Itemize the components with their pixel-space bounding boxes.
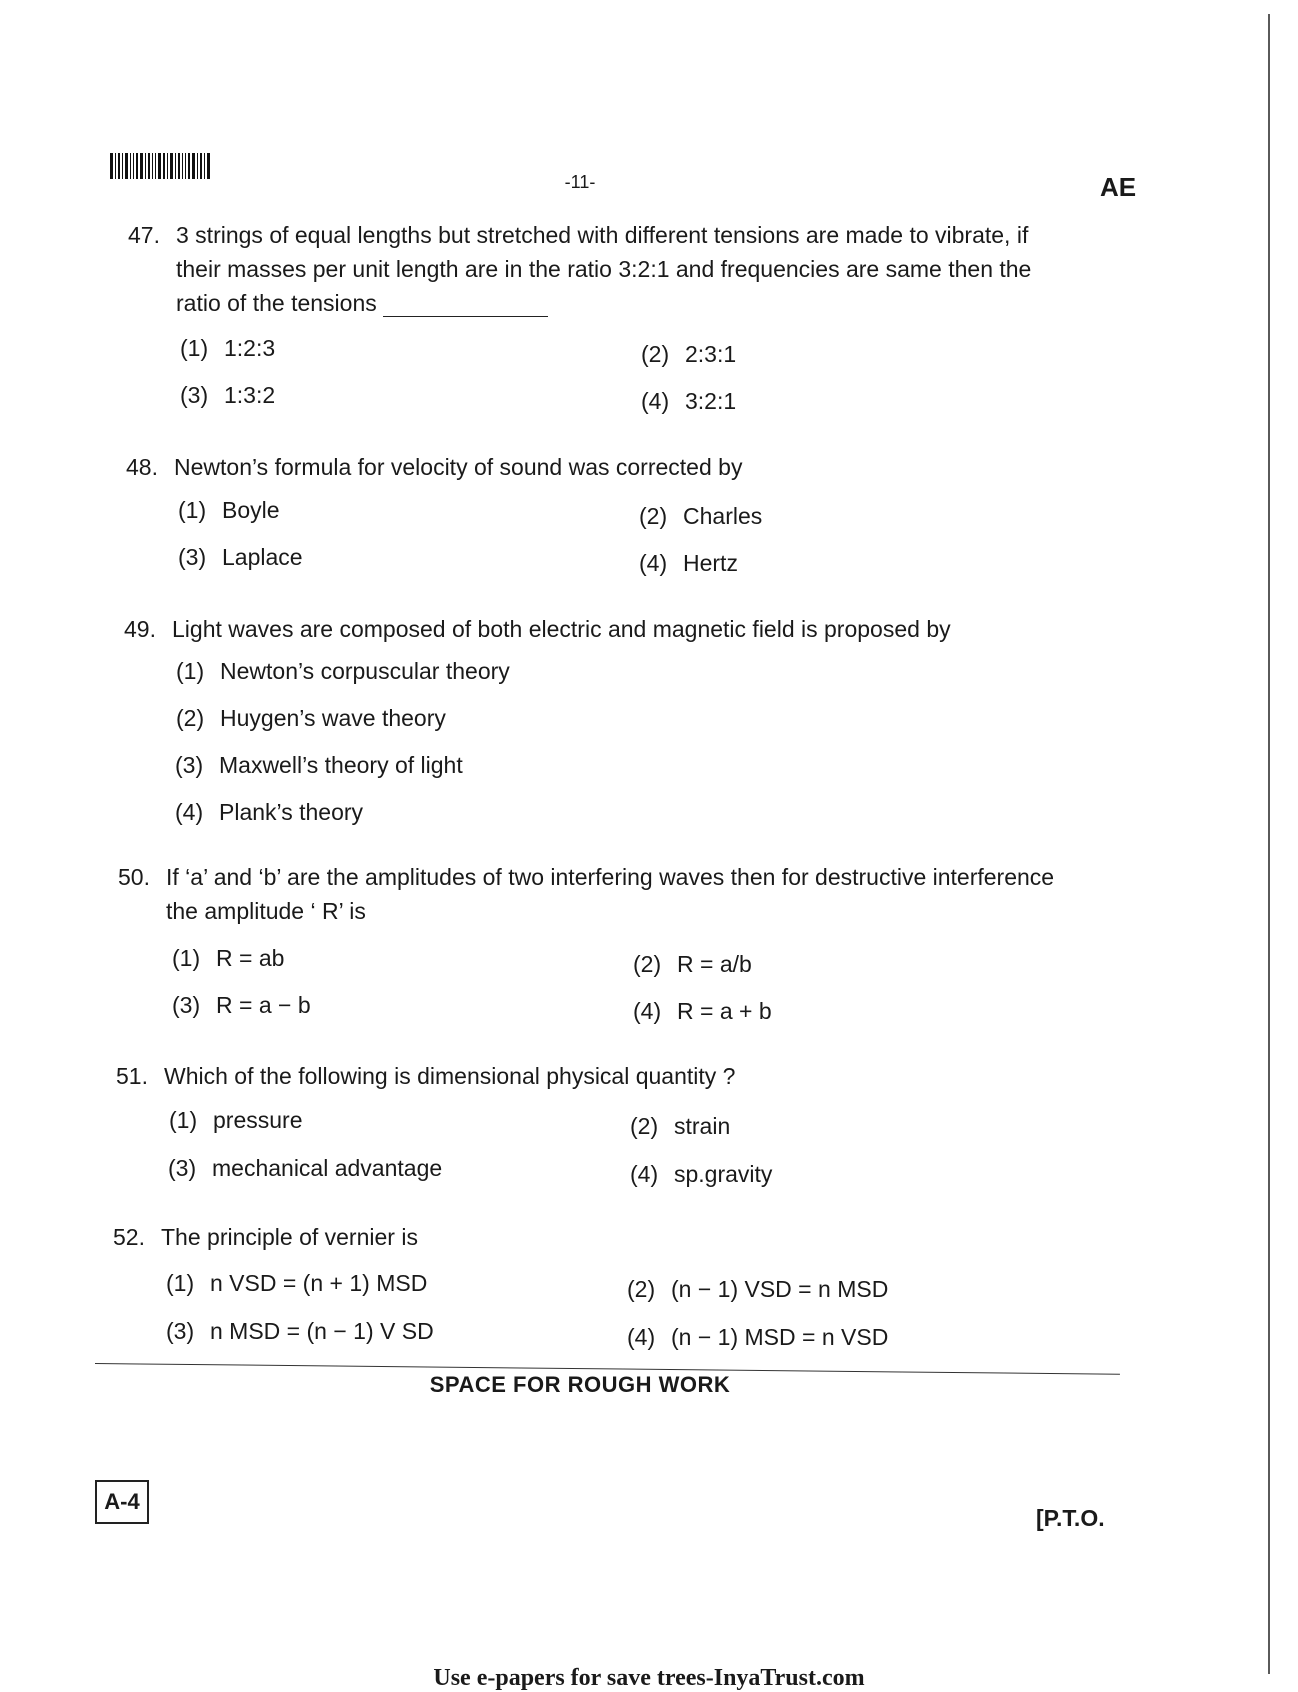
question-text-line: ratio of the tensions bbox=[176, 290, 377, 316]
question-52 bbox=[113, 1220, 1103, 1254]
question-50 bbox=[118, 860, 1118, 928]
question-text-line: Newton’s formula for velocity of sound was corrected by bbox=[174, 454, 743, 480]
option-48-2: (2) Charles bbox=[639, 503, 763, 529]
option-50-4: (4) R = a + b bbox=[633, 998, 772, 1024]
option-51-3: (3) mechanical advantage bbox=[168, 1155, 443, 1181]
question-number: 47. bbox=[128, 222, 160, 248]
option-47-1: (1) 1:2:3 bbox=[180, 335, 276, 361]
option-50-3: (3) R = a − b bbox=[172, 992, 311, 1018]
set-code: AE bbox=[1100, 172, 1137, 202]
option-51-1: (1) pressure bbox=[169, 1107, 303, 1133]
option-48-3: (3) Laplace bbox=[178, 544, 303, 570]
question-number: 50. bbox=[118, 864, 150, 890]
question-49 bbox=[124, 612, 1114, 646]
option-52-1: (1) n VSD = (n + 1) MSD bbox=[166, 1270, 428, 1296]
option-51-4: (4) sp.gravity bbox=[630, 1161, 773, 1187]
option-51-2: (2) strain bbox=[630, 1113, 731, 1139]
option-52-3: (3) n MSD = (n − 1) V SD bbox=[166, 1318, 434, 1344]
question-text-line: the amplitude ‘ R’ is bbox=[166, 898, 366, 924]
question-51 bbox=[116, 1059, 1106, 1093]
option-47-3: (3) 1:3:2 bbox=[180, 382, 276, 408]
answer-blank bbox=[383, 316, 548, 317]
pto-label: [P.T.O. bbox=[1036, 1505, 1105, 1531]
booklet-code: A-4 bbox=[95, 1480, 149, 1524]
question-text-line: Light waves are composed of both electric and magnetic field is proposed by bbox=[172, 616, 951, 642]
question-text-line: If ‘a’ and ‘b’ are the amplitudes of two interfering waves then for destructive interference bbox=[166, 864, 1055, 890]
option-49-4: (4) Plank’s theory bbox=[175, 799, 364, 825]
question-text-line: their masses per unit length are in the ratio 3:2:1 and frequencies are same then the bbox=[176, 256, 1032, 282]
question-number: 52. bbox=[113, 1224, 145, 1250]
option-52-4: (4) (n − 1) MSD = n VSD bbox=[627, 1324, 889, 1350]
option-48-4: (4) Hertz bbox=[639, 550, 738, 576]
page-edge-line bbox=[1268, 14, 1270, 1674]
option-47-4: (4) 3:2:1 bbox=[641, 388, 737, 414]
question-text-line: The principle of vernier is bbox=[161, 1224, 418, 1250]
rough-work-label: SPACE FOR ROUGH WORK bbox=[429, 1372, 731, 1397]
option-49-1: (1) Newton’s corpuscular theory bbox=[176, 658, 510, 684]
question-47 bbox=[128, 218, 1118, 320]
option-52-2: (2) (n − 1) VSD = n MSD bbox=[627, 1276, 889, 1302]
option-50-2: (2) R = a/b bbox=[633, 951, 752, 977]
option-50-1: (1) R = ab bbox=[172, 945, 285, 971]
option-47-2: (2) 2:3:1 bbox=[641, 341, 737, 367]
question-number: 49. bbox=[124, 616, 156, 642]
page-number: -11- bbox=[564, 172, 596, 192]
option-49-3: (3) Maxwell’s theory of light bbox=[175, 752, 463, 778]
question-number: 48. bbox=[126, 454, 158, 480]
question-text-line: Which of the following is dimensional physical quantity ? bbox=[164, 1063, 736, 1089]
footer-watermark: Use e-papers for save trees-InyaTrust.com bbox=[433, 1665, 865, 1691]
option-48-1: (1) Boyle bbox=[178, 497, 280, 523]
question-text-line: 3 strings of equal lengths but stretched with different tensions are made to vibrate, if bbox=[176, 222, 1029, 248]
question-number: 51. bbox=[116, 1063, 148, 1089]
option-49-2: (2) Huygen’s wave theory bbox=[176, 705, 446, 731]
question-48 bbox=[126, 450, 1116, 484]
